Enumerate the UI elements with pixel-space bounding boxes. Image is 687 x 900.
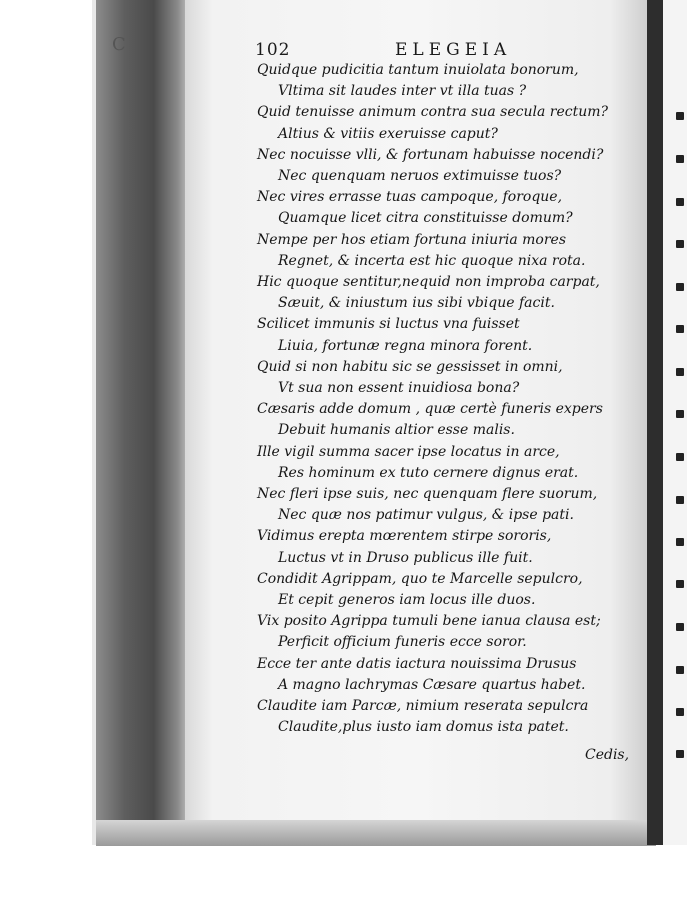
facing-page-letter-fragment <box>676 240 684 248</box>
verse-line-hexameter: Nec nocuisse vlli, & fortunam habuisse nocendi? <box>257 146 604 163</box>
verse-line-hexameter: Quid si non habitu sic se gessisset in omni, <box>257 358 563 375</box>
verse-line-hexameter: Nec fleri ipse suis, nec quenquam flere suorum, <box>257 486 598 502</box>
binding-gutter <box>96 0 192 845</box>
facing-page-letter-fragment <box>676 368 684 376</box>
facing-page-letter-fragment <box>676 580 684 588</box>
verse-line-pentameter: Sæuit, & iniustum ius sibi vbique facit. <box>278 295 555 312</box>
facing-page-letter-fragment <box>676 410 684 418</box>
facing-page-letter-fragment <box>676 155 684 163</box>
verse-line-pentameter: Perficit officium funeris ecce soror. <box>278 634 527 651</box>
verse-line-pentameter: Claudite,plus iusto iam domus ista patet. <box>278 719 569 736</box>
facing-page-letter-fragment <box>676 750 684 758</box>
verse-line-pentameter: Nec quenquam neruos extimuisse tuos? <box>278 168 562 184</box>
verse-line-hexameter: Nec vires errasse tuas campoque, foroque, <box>257 189 563 206</box>
facing-page-letter-fragment <box>676 623 684 631</box>
page-bottom-edge <box>96 820 656 846</box>
catchword: Cedis, <box>585 747 630 763</box>
verse-line-pentameter: A magno lachrymas Cæsare quartus habet. <box>278 676 586 693</box>
facing-page-letter-fragment <box>676 283 684 291</box>
facing-page-letter-fragment <box>676 453 684 461</box>
verse-line-hexameter: Vidimus erepta mœrentem stirpe sororis, <box>257 528 552 545</box>
verse-line-pentameter: Altius & vitiis exeruisse caput? <box>278 125 498 142</box>
facing-page-letter-fragment <box>676 325 684 333</box>
verse-line-pentameter: Liuia, fortunæ regna minora forent. <box>278 337 533 354</box>
verse-line-pentameter: Regnet, & incerta est hic quoque nixa rota. <box>278 252 586 269</box>
facing-page-strip <box>663 0 687 845</box>
verse-line-pentameter: Res hominum ex tuto cernere dignus erat. <box>278 464 579 481</box>
facing-page-letter-fragment <box>676 538 684 546</box>
facing-page-letter-fragment <box>676 708 684 716</box>
verse-line-hexameter: Vix posito Agrippa tumuli bene ianua clausa est; <box>257 613 601 630</box>
verse-line-pentameter: Debuit humanis altior esse malis. <box>278 422 515 439</box>
verse-line-hexameter: Cæsaris adde domum , quæ certè funeris expers <box>257 401 603 418</box>
running-head <box>255 40 535 62</box>
verse-line-pentameter: Et cepit generos iam locus ille duos. <box>278 592 536 608</box>
verse-line-pentameter: Nec quæ nos patimur vulgus, & ipse pati. <box>278 507 574 524</box>
verse-line-pentameter: Luctus vt in Druso publicus ille fuit. <box>278 549 533 566</box>
verse-line-pentameter: Vt sua non essent inuidiosa bona? <box>278 380 520 396</box>
facing-page-letter-fragment <box>676 496 684 504</box>
margin-mark: C <box>112 34 126 55</box>
facing-page-letter-fragment <box>676 198 684 206</box>
verse-line-hexameter: Condidit Agrippam, quo te Marcelle sepulcro, <box>257 570 583 587</box>
verse-line-pentameter: Quamque licet citra constituisse domum? <box>278 210 573 227</box>
running-title: ELEGEIA <box>395 40 512 60</box>
facing-page-edge <box>647 0 663 845</box>
verse-line-pentameter: Vltima sit laudes inter vt illa tuas ? <box>278 83 527 100</box>
verse-line-hexameter: Quid tenuisse animum contra sua secula rectum? <box>257 104 609 121</box>
verse-line-hexameter: Ecce ter ante datis iactura nouissima Drusus <box>257 655 577 672</box>
page-number: 102 <box>255 40 291 60</box>
facing-page-letter-fragment <box>676 666 684 674</box>
verse-line-hexameter: Nempe per hos etiam fortuna iniuria mores <box>257 231 567 248</box>
verse-line-hexameter: Scilicet immunis si luctus vna fuisset <box>257 316 520 333</box>
verse-line-hexameter: Hic quoque sentitur,nequid non improba carpat, <box>257 274 600 290</box>
verse-line-hexameter: Ille vigil summa sacer ipse locatus in arce, <box>257 443 560 460</box>
facing-page-letter-fragment <box>676 112 684 120</box>
verse-line-hexameter: Quidque pudicitia tantum inuiolata bonorum, <box>257 62 579 78</box>
verse-line-hexameter: Claudite iam Parcæ, nimium reserata sepulcra <box>257 698 589 714</box>
